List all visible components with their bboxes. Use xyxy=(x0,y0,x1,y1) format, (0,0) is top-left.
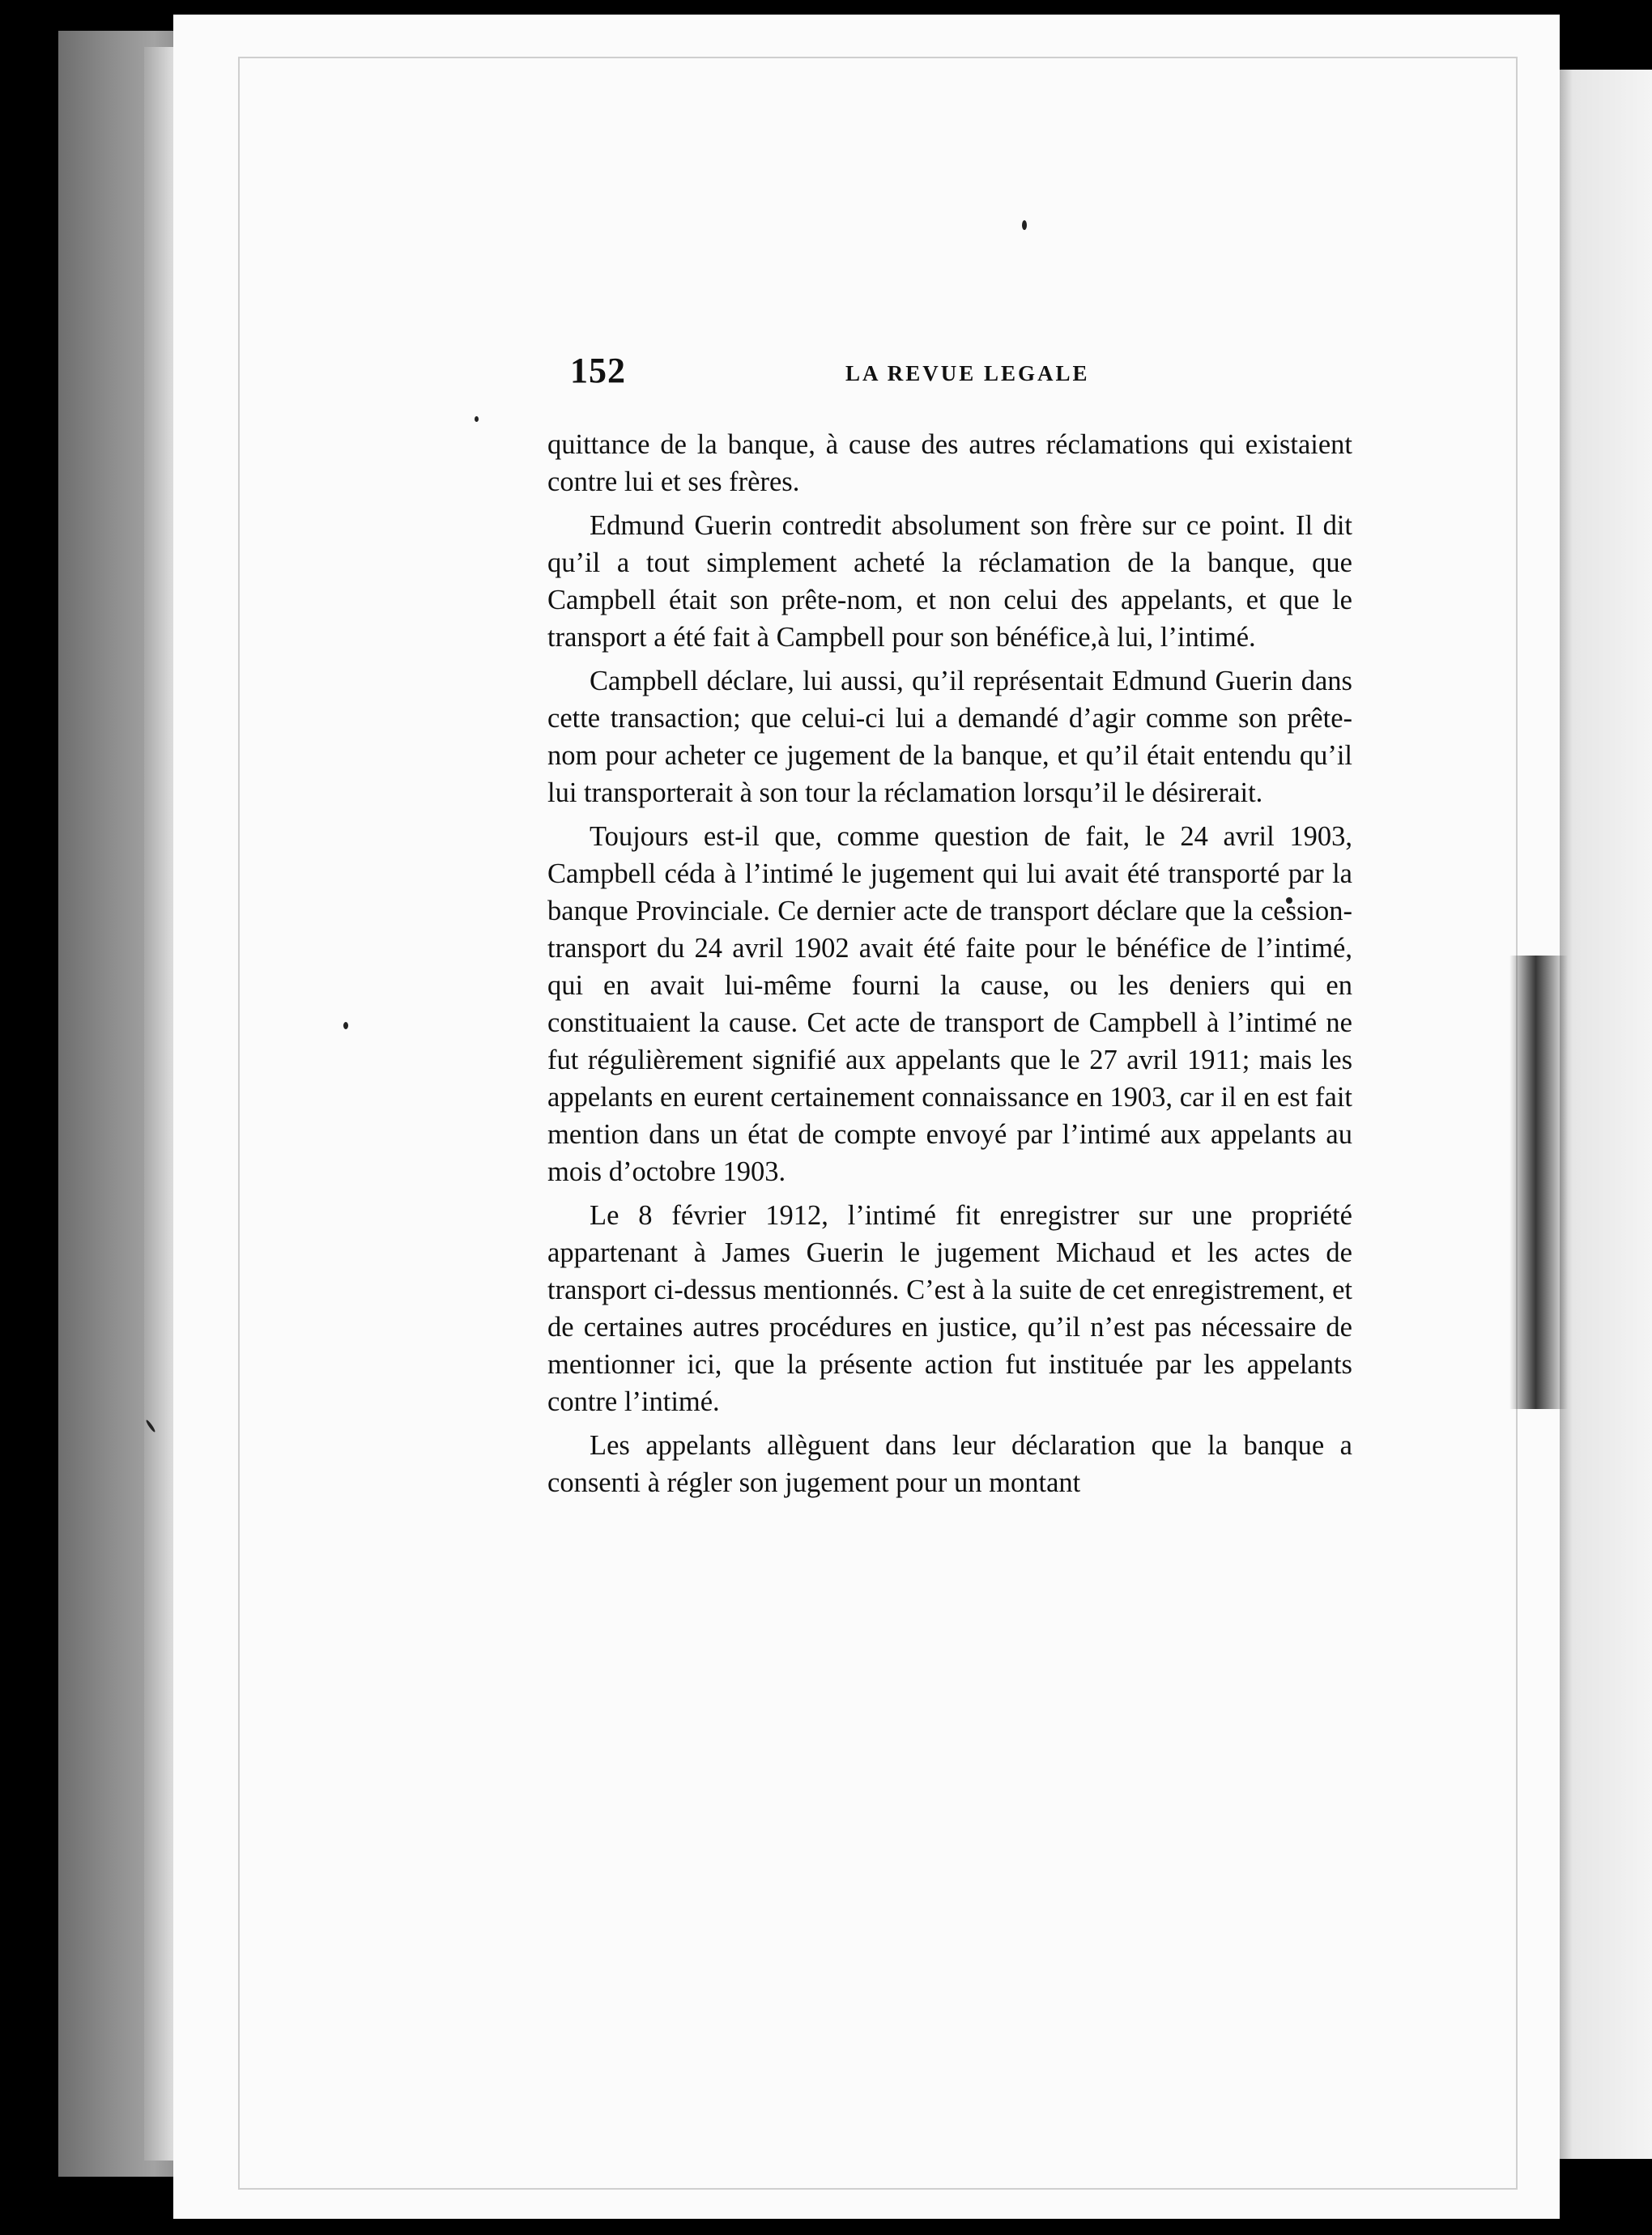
page-number: 152 xyxy=(570,351,626,390)
dust-speck xyxy=(475,416,479,422)
dust-speck xyxy=(343,1022,348,1029)
paragraph: Edmund Guerin contredit absolument son frère sur ce point. Il dit qu’il a tout simplement acheté la réclamation de la banque, que Campbell était son prête-nom, et non celui des appelants, et que le transport a été fait à Campbell pour son bénéfice,à lui, l’intimé. xyxy=(547,510,1352,653)
paragraph: quittance de la banque, à cause des autres réclamations qui existaient contre lui et ses frères. xyxy=(547,429,1352,497)
page-header xyxy=(570,350,1348,395)
binding-shadow xyxy=(1509,956,1568,1409)
running-title: LA REVUE LEGALE xyxy=(845,361,1090,385)
body-text xyxy=(547,426,1352,1508)
paragraph: Le 8 février 1912, l’intimé fit enregistrer sur une propriété appartenant à James Guerin le jugement Michaud et les actes de transport ci-dessus mentionnés. C’est à la suite de cet enregistrement, et de certaines autres procédures en justice, qu’il n’est pas nécessaire de mentionner ici, que la présente action fut instituée par les appelants contre l’intimé. xyxy=(547,1200,1352,1417)
paragraph: Toujours est-il que, comme question de fait, le 24 avril 1903, Campbell céda à l’intimé le jugement qui lui avait été transporté par la banque Provinciale. Ce dernier acte de transport déclare que la cession-transport du 24 avril 1902 avait été faite pour le bénéfice de l’intimé, qui en avait lui-même fourni la cause, ou les deniers qui en constituaient la cause. Cet acte de transport de Campbell à l’intimé ne fut régulièrement signifié aux appelants que le 27 avril 1911; mais les appelants en eurent certainement connaissance en 1903, car il en est fait mention dans un état de compte envoyé par l’intimé aux appelants au mois d’octobre 1903. xyxy=(547,821,1352,1187)
paragraph: Les appelants allèguent dans leur déclaration que la banque a consenti à régler son jugement pour un montant xyxy=(547,1430,1352,1498)
paragraph: Campbell déclare, lui aussi, qu’il représentait Edmund Guerin dans cette transaction; que celui-ci lui a demandé d’agir comme son prête-nom pour acheter ce jugement de la banque, et qu’il était entendu qu’il lui transporterait à son tour la réclamation lorsqu’il le désirerait. xyxy=(547,666,1352,808)
dust-speck xyxy=(1022,220,1027,230)
